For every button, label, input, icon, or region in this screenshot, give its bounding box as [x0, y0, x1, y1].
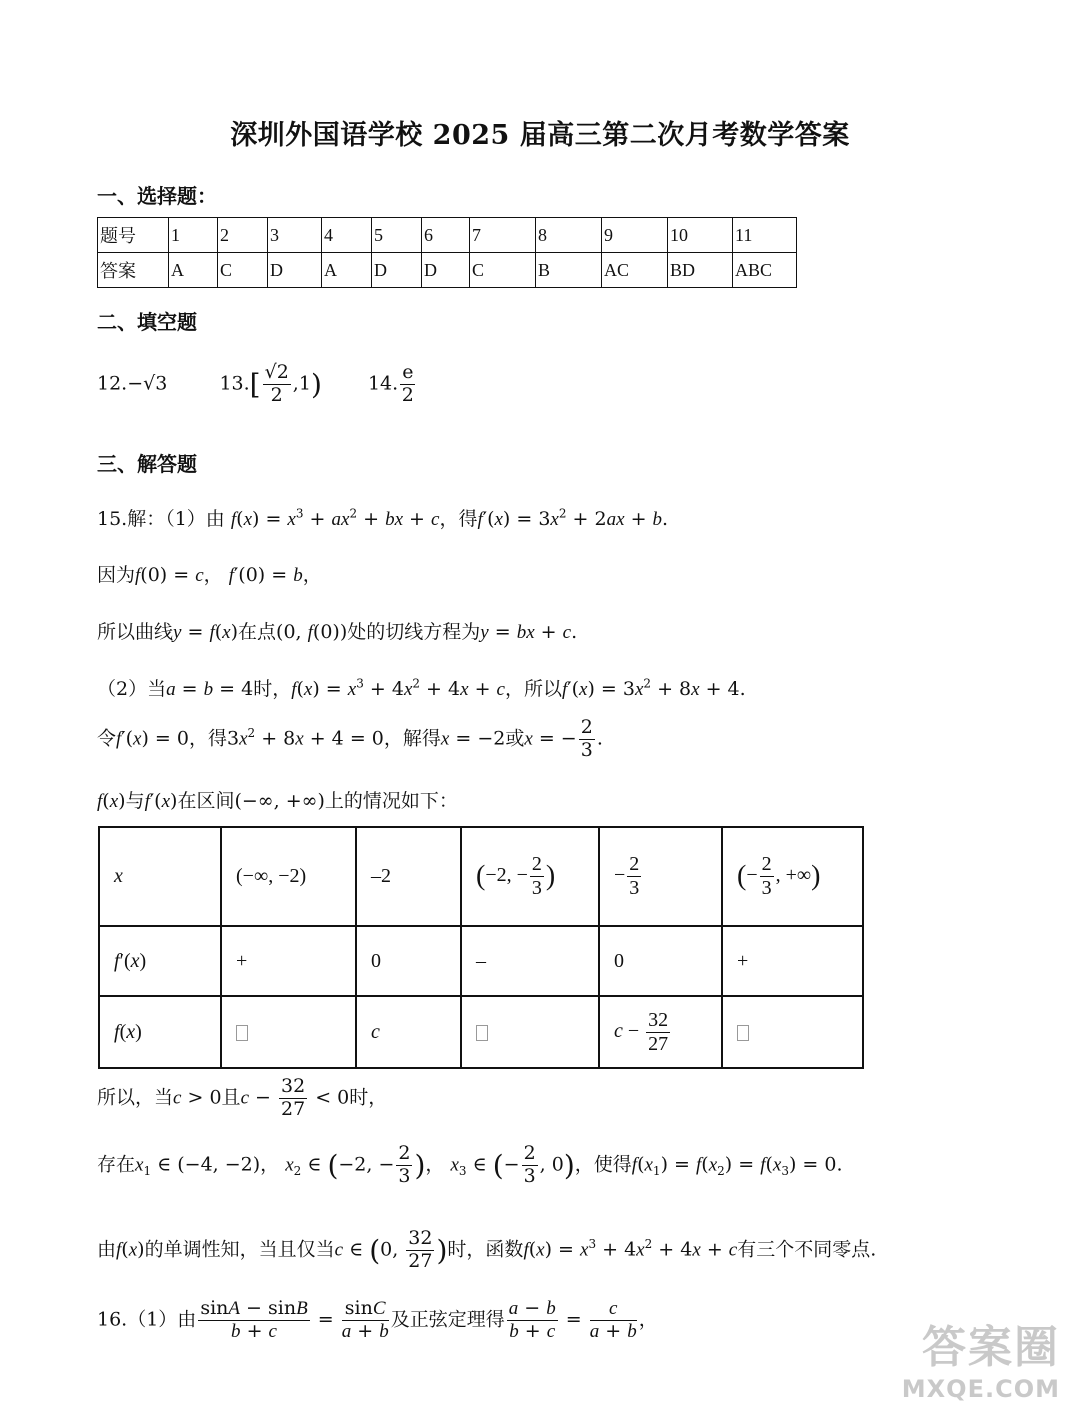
q15-line-6: f(x)与f′(x)在区间(−∞, +∞)上的情况如下：: [97, 790, 458, 812]
table-cell: f(x): [99, 996, 221, 1068]
table-cell: 10: [668, 218, 733, 253]
decreasing-arrow-icon: [476, 1025, 488, 1041]
table-cell: +: [722, 926, 863, 996]
table-cell: (− $\frac{2}{3}$ , +∞): [722, 827, 863, 926]
table-cell: AC: [602, 253, 668, 288]
q15-line-1: 15.解：（1）由 $f(x) = x^3 + ax^2$ + bx + c，得$f'(x) = 3x^2 + 2ax + b$.: [97, 506, 669, 530]
table-cell: [722, 996, 863, 1068]
section-heading-choice: 一、选择题：: [97, 184, 217, 208]
table-cell: [221, 996, 356, 1068]
table-cell: +: [221, 926, 356, 996]
section-heading-solution: 三、解答题: [97, 452, 197, 476]
table-cell: A: [169, 253, 218, 288]
table-cell: B: [536, 253, 602, 288]
table-cell: ABC: [733, 253, 797, 288]
table-cell: 0: [356, 926, 461, 996]
table-cell: D: [372, 253, 422, 288]
table-cell: A: [322, 253, 372, 288]
table-cell: − $\frac{2}{3}$: [599, 827, 722, 926]
table-cell: 3: [268, 218, 322, 253]
table-cell: 5: [372, 218, 422, 253]
q15-line-4: （2）当a = b = 4时，$f(x) = x^3 + 4x^2 + 4x + c$，所以$f'(x) = 3x^2 + 8x + 4$.: [97, 676, 746, 700]
q15-line-3: 所以曲线y = f(x)在点(0, f(0))处的切线方程为y = bx + c.: [97, 621, 578, 643]
q14-label: 14.: [367, 372, 399, 395]
section-heading-fill: 二、填空题: [97, 310, 197, 334]
table-cell: D: [268, 253, 322, 288]
q15-line-5: 令f′(x) = 0，得$3x^2 + 8x + 4 = 0$，解得x = −2或x = − $\frac{2}{3}$ .: [97, 716, 603, 761]
table-row: [99, 996, 863, 1068]
table-cell: (−2, − $\frac{2}{3}$ ): [461, 827, 599, 926]
table-cell: C: [470, 253, 536, 288]
table-cell: C: [218, 253, 268, 288]
table-row: [99, 926, 863, 996]
watermark: [902, 1311, 1060, 1403]
table-row: [98, 253, 797, 288]
q12-answer: −√3: [127, 372, 168, 395]
table-cell: [461, 996, 599, 1068]
increasing-arrow-icon: [236, 1025, 248, 1041]
table-header-cell: 题号: [98, 218, 169, 253]
table-cell: –: [461, 926, 599, 996]
table-cell: 1: [169, 218, 218, 253]
q15-line-2: 因为f(0) = c， f′(0) = b，: [97, 564, 322, 586]
increasing-arrow-icon: [737, 1025, 749, 1041]
choice-answer-table: [97, 217, 797, 288]
table-cell: x: [99, 827, 221, 926]
table-cell: 7: [470, 218, 536, 253]
table-cell: BD: [668, 253, 733, 288]
q12-label: 12.: [97, 372, 128, 395]
table-cell: 11: [733, 218, 797, 253]
table-row: [98, 218, 797, 253]
table-cell: 4: [322, 218, 372, 253]
q15-line-9: 由f(x)的单调性知，当且仅当c ∈ (0, $\frac{32}{27}$ )时，函数$f(x) = x^3 + 4x^2 + 4x + c$有三个不同零点.: [97, 1227, 877, 1272]
table-cell: D: [422, 253, 470, 288]
table-row: [99, 827, 863, 926]
q15-line-8: 存在$x_1$ ∈ (−4, −2)， $x_2$ ∈ (−2, − $\frac{2}{3}$ )， $x_3$ ∈ (− $\frac{2}{3}$ , 0)，使得$f(x_1) = f(x_2) = f(x_3) = 0$.: [97, 1142, 843, 1187]
table-cell: c − $\frac{32}{27}$: [599, 996, 722, 1068]
table-cell: 6: [422, 218, 470, 253]
table-header-cell: 答案: [98, 253, 169, 288]
table-cell: –2: [356, 827, 461, 926]
q16-line-1: 16.（1）由 $\frac{\sin A - \sin B}{b + c}$ = $\frac{\sin C}{a + b}$ 及正弦定理得 $\frac{a - b}{b + c}$ = $\frac{c}{a + b}$ ，: [97, 1297, 658, 1342]
table-cell: 9: [602, 218, 668, 253]
watermark-site: MXQE.COM: [901, 1375, 1060, 1403]
table-cell: 2: [218, 218, 268, 253]
table-cell: 8: [536, 218, 602, 253]
table-cell: (−∞, −2): [221, 827, 356, 926]
fill-answers: 12.−√3 13.[ $\frac{√2}{2}$ ,1) 14. $\frac{e}{2}$: [97, 361, 414, 406]
table-cell: c: [356, 996, 461, 1068]
page-title: 深圳外国语学校 2025 届高三第二次月考数学答案: [230, 120, 850, 151]
watermark-brand: 答案圈: [922, 1322, 1060, 1373]
q15-line-7: 所以，当c > 0且c − $\frac{32}{27}$ < 0时，: [97, 1075, 388, 1120]
table-cell: 0: [599, 926, 722, 996]
variation-table: [98, 826, 864, 1069]
q13-label: 13.: [219, 372, 250, 395]
table-cell: f′(x): [99, 926, 221, 996]
